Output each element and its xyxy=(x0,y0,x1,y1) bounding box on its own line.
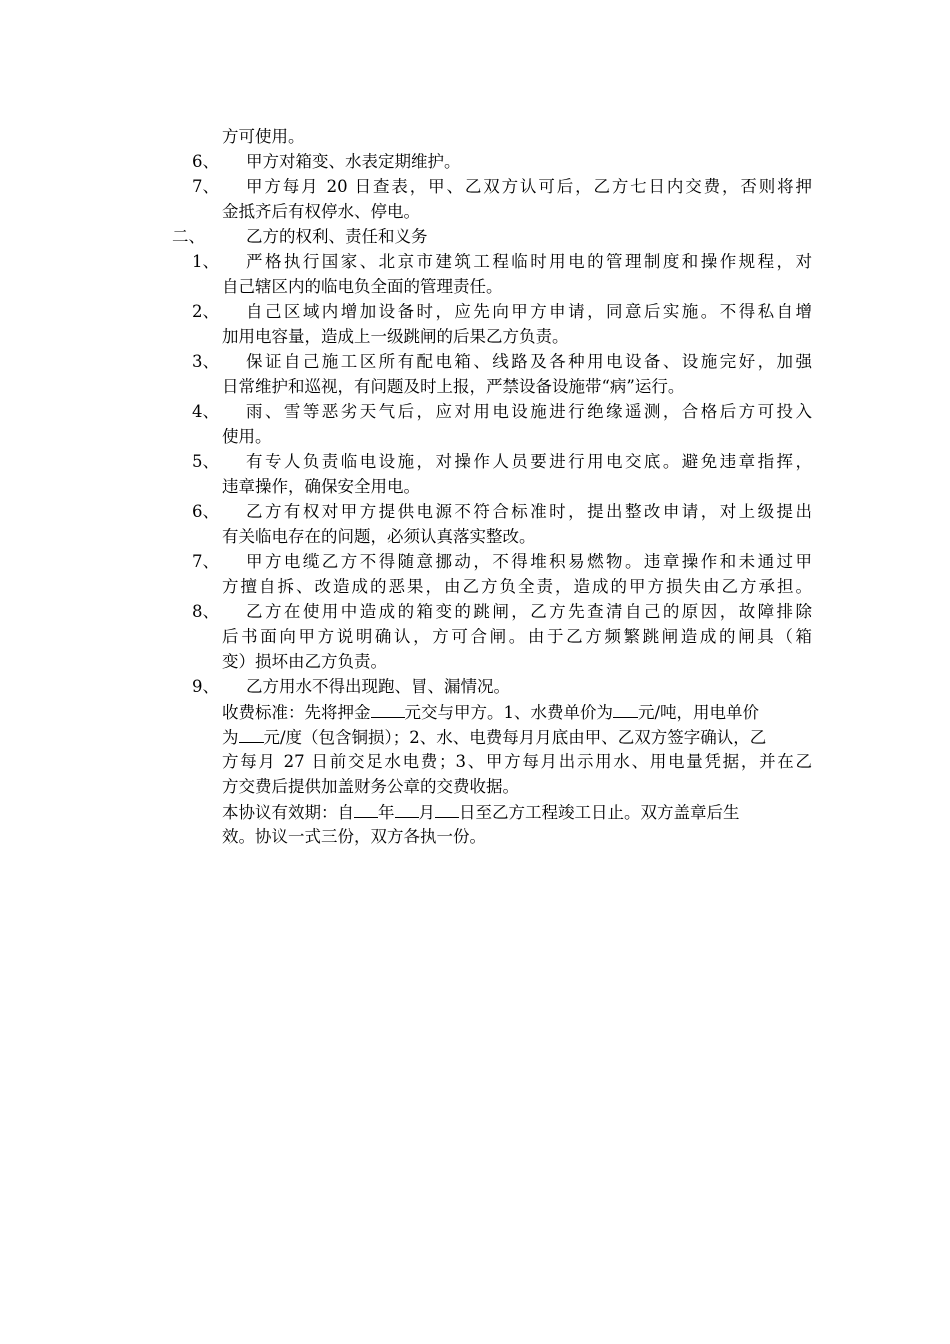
document-body xyxy=(172,124,812,849)
item-text: 乙方在使用中造成的箱变的跳闸，乙方先查清自己的原因，故障排除 xyxy=(246,602,812,621)
item-text: 金抵齐后有权停水、停电。 xyxy=(222,202,420,221)
party-b-item-6 xyxy=(172,499,812,549)
item-text: 有专人负责临电设施，对操作人员要进行用电交底。避免违章指挥， xyxy=(246,452,812,471)
party-b-item-7 xyxy=(172,549,812,599)
item-text: 保证自己施工区所有配电箱、线路及各种用电设备、设施完好，加强 xyxy=(246,352,812,371)
section-title: 乙方的权利、责任和义务 xyxy=(246,227,428,246)
item-text: 有关临电存在的问题，必须认真落实整改。 xyxy=(222,527,536,546)
fee-line-1: 收费标准：先将押金 元交与甲方。1、水费单价为 元/吨，用电单价 xyxy=(222,699,812,725)
item-text: 甲方每月 20 日查表，甲、乙双方认可后，乙方七日内交费，否则将押 xyxy=(246,177,812,196)
item-text: 变）损坏由乙方负责。 xyxy=(222,652,387,671)
month-blank xyxy=(395,799,419,818)
item-number: 2、 xyxy=(192,302,219,321)
carry-over-line xyxy=(172,124,812,149)
validity-line-1: 本协议有效期：自 年 月 日至乙方工程竣工日止。双方盖章后生 xyxy=(222,799,812,825)
fee-line-2: 为 元/度（包含铜损）；2、水、电费每月月底由甲、乙双方签字确认，乙 xyxy=(222,724,812,750)
item-number: 8、 xyxy=(192,602,219,621)
item-text: 后书面向甲方说明确认，方可合闸。由于乙方频繁跳闸造成的闸具（箱 xyxy=(222,627,812,646)
item-text: 严格执行国家、北京市建筑工程临时用电的管理制度和操作规程，对 xyxy=(246,252,812,271)
item-text: 雨、雪等恶劣天气后，应对用电设施进行绝缘遥测，合格后方可投入 xyxy=(246,402,812,421)
fee-line-3: 方每月 27 日前交足水电费；3、甲方每月出示用水、用电量凭据，并在乙 xyxy=(222,752,812,771)
year-blank xyxy=(354,799,378,818)
item-number: 4、 xyxy=(192,402,219,421)
item-number: 6、 xyxy=(192,502,219,521)
item-text: 日常维护和巡视，有问题及时上报，严禁设备设施带“病”运行。 xyxy=(222,377,685,396)
item-text: 乙方有权对甲方提供电源不符合标准时，提出整改申请，对上级提出 xyxy=(246,502,812,521)
validity-line-2: 效。协议一式三份，双方各执一份。 xyxy=(222,827,486,846)
item-text: 使用。 xyxy=(222,427,272,446)
section-number: 二、 xyxy=(172,227,205,246)
party-a-item-7 xyxy=(172,174,812,224)
item-number: 3、 xyxy=(192,352,219,371)
party-b-item-2 xyxy=(172,299,812,349)
validity-paragraph xyxy=(172,799,812,849)
carry-over-text: 方可使用。 xyxy=(222,127,305,146)
item-text: 加用电容量，造成上一级跳闸的后果乙方负责。 xyxy=(222,327,569,346)
item-number: 9、 xyxy=(192,677,219,696)
party-b-item-3 xyxy=(172,349,812,399)
item-number: 6、 xyxy=(192,152,219,171)
day-blank xyxy=(435,799,459,818)
item-text: 乙方用水不得出现跑、冒、漏情况。 xyxy=(246,677,510,696)
electric-price-blank xyxy=(239,724,264,743)
water-price-blank xyxy=(613,699,638,718)
item-number: 1、 xyxy=(192,252,219,271)
party-b-item-8 xyxy=(172,599,812,674)
item-text: 违章操作，确保安全用电。 xyxy=(222,477,420,496)
item-number: 7、 xyxy=(192,177,219,196)
party-a-item-6 xyxy=(172,149,812,174)
fee-line-4: 方交费后提供加盖财务公章的交费收据。 xyxy=(222,777,519,796)
party-b-item-1 xyxy=(172,249,812,299)
item-text: 方擅自拆、改造成的恶果，由乙方负全责，造成的甲方损失由乙方承担。 xyxy=(222,577,812,596)
deposit-blank xyxy=(371,699,405,718)
party-b-item-4 xyxy=(172,399,812,449)
section-two-heading xyxy=(172,224,812,249)
party-b-item-5 xyxy=(172,449,812,499)
fee-standard-paragraph xyxy=(172,699,812,799)
item-text: 甲方电缆乙方不得随意挪动，不得堆积易燃物。违章操作和未通过甲 xyxy=(246,552,812,571)
item-number: 5、 xyxy=(192,452,219,471)
item-text: 自己辖区内的临电负全面的管理责任。 xyxy=(222,277,503,296)
item-text: 自己区域内增加设备时，应先向甲方申请，同意后实施。不得私自增 xyxy=(246,302,812,321)
item-text: 甲方对箱变、水表定期维护。 xyxy=(246,152,461,171)
party-b-item-9 xyxy=(172,674,812,699)
item-number: 7、 xyxy=(192,552,219,571)
